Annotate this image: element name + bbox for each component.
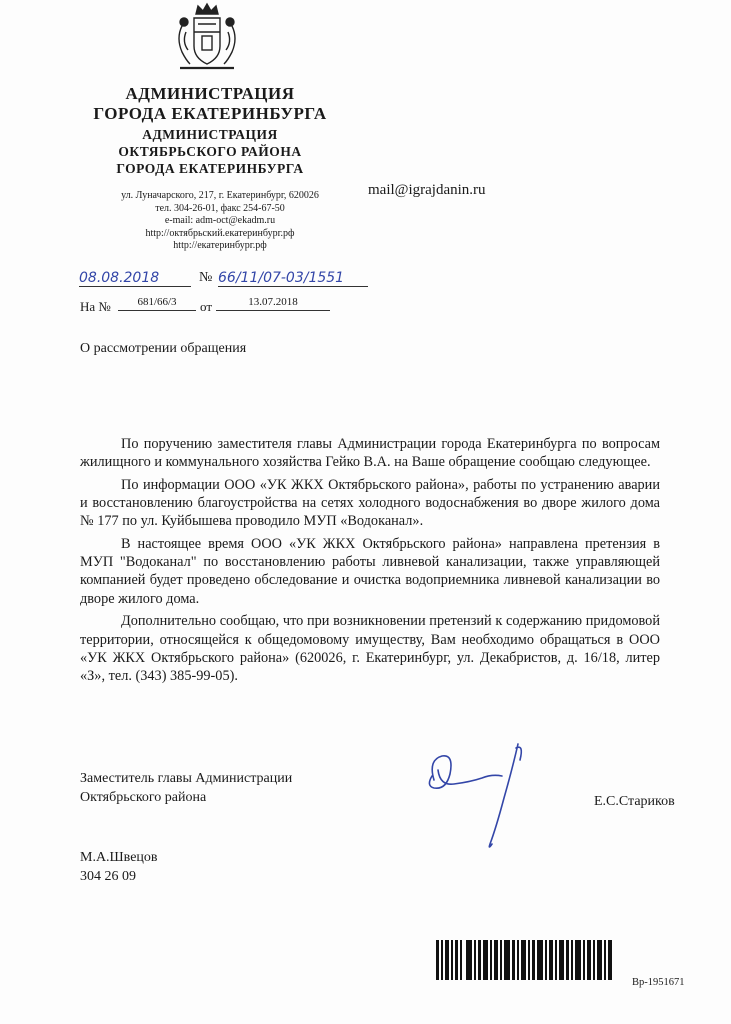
org-line-2: ГОРОДА ЕКАТЕРИНБУРГА bbox=[93, 104, 327, 123]
email-line: e-mail: adm-oct@ekadm.ru bbox=[164, 215, 276, 226]
executor-name: М.А.Швецов bbox=[80, 850, 158, 865]
recipient-email: mail@igrajdanin.ru bbox=[368, 182, 486, 198]
barcode-icon bbox=[436, 940, 612, 980]
body-paragraph: В настоящее время ООО «УК ЖКХ Октябрьского района» направлена претензия в МУП "Водоканал" по восстановлению работы ливневой канализации, также управляющей компанией будет проведено обследование и очистка водоприемника ливневой канализации во дворе жилого дома. bbox=[80, 536, 660, 607]
signatory-name: Е.С.Стариков bbox=[594, 794, 675, 809]
sub-line-3: ГОРОДА ЕКАТЕРИНБУРГА bbox=[116, 161, 304, 176]
reference-date: 13.07.2018 bbox=[216, 296, 330, 311]
executor-block bbox=[80, 848, 158, 886]
sub-line-2: ОКТЯБРЬСКОГО РАЙОНА bbox=[118, 144, 302, 159]
address-line: ул. Луначарского, 217, г. Екатеринбург, 620026 bbox=[121, 190, 319, 201]
barcode-number: Вр-1951671 bbox=[632, 977, 685, 988]
executor-phone: 304 26 09 bbox=[80, 869, 136, 884]
sub-line-1: АДМИНИСТРАЦИЯ bbox=[142, 127, 278, 142]
org-line-1: АДМИНИСТРАЦИЯ bbox=[125, 84, 295, 103]
organization-name bbox=[60, 84, 360, 124]
body-paragraph: По информации ООО «УК ЖКХ Октябрьского района», работы по устранению аварии и восстановлению благоустройства на сетях холодного водоснабжения во дворе жилого дома № 177 по ул. Куйбышева проводило МУП «Водоканал». bbox=[80, 476, 660, 530]
number-sign: № bbox=[199, 270, 213, 285]
registration-date: 08.08.2018 bbox=[79, 270, 191, 287]
sub-organization-name bbox=[60, 126, 360, 177]
letter-subject: О рассмотрении обращения bbox=[80, 341, 247, 356]
website-line: http://октябрьский.екатеринбург.рф bbox=[145, 227, 295, 239]
body-paragraph: По поручению заместителя главы Администрации города Екатеринбурга по вопросам жилищного и коммунального хозяйства Гейко В.А. на Ваше обращение сообщаю следующее. bbox=[80, 436, 660, 471]
reference-from-label: от bbox=[200, 299, 213, 314]
coat-of-arms-icon bbox=[172, 2, 242, 74]
phone-line: тел. 304-26-01, факс 254-67-50 bbox=[155, 202, 285, 214]
reference-label: На № bbox=[80, 299, 111, 314]
position-line-1: Заместитель главы Администрации bbox=[80, 771, 293, 786]
signatory-position bbox=[80, 769, 292, 807]
position-line-2: Октябрьского района bbox=[80, 790, 207, 805]
body-paragraph: Дополнительно сообщаю, что при возникновении претензий к содержанию придомовой территории, относящейся к общедомовому имуществу, Вам необходимо обращаться в ООО «УК ЖКХ Октябрьского района» (620026, г. Екатеринбург, ул. Декабристов, д. 16/18, литер «З», тел. (343) 385-99-05). bbox=[80, 613, 660, 684]
registration-number: 66/11/07-03/1551 bbox=[218, 270, 368, 287]
reference-number: 681/66/3 bbox=[118, 296, 196, 311]
letter-body bbox=[80, 435, 660, 690]
address-block bbox=[70, 190, 370, 253]
handwritten-signature-icon bbox=[420, 740, 540, 852]
website-line-2: http://екатеринбург.рф bbox=[173, 240, 267, 251]
